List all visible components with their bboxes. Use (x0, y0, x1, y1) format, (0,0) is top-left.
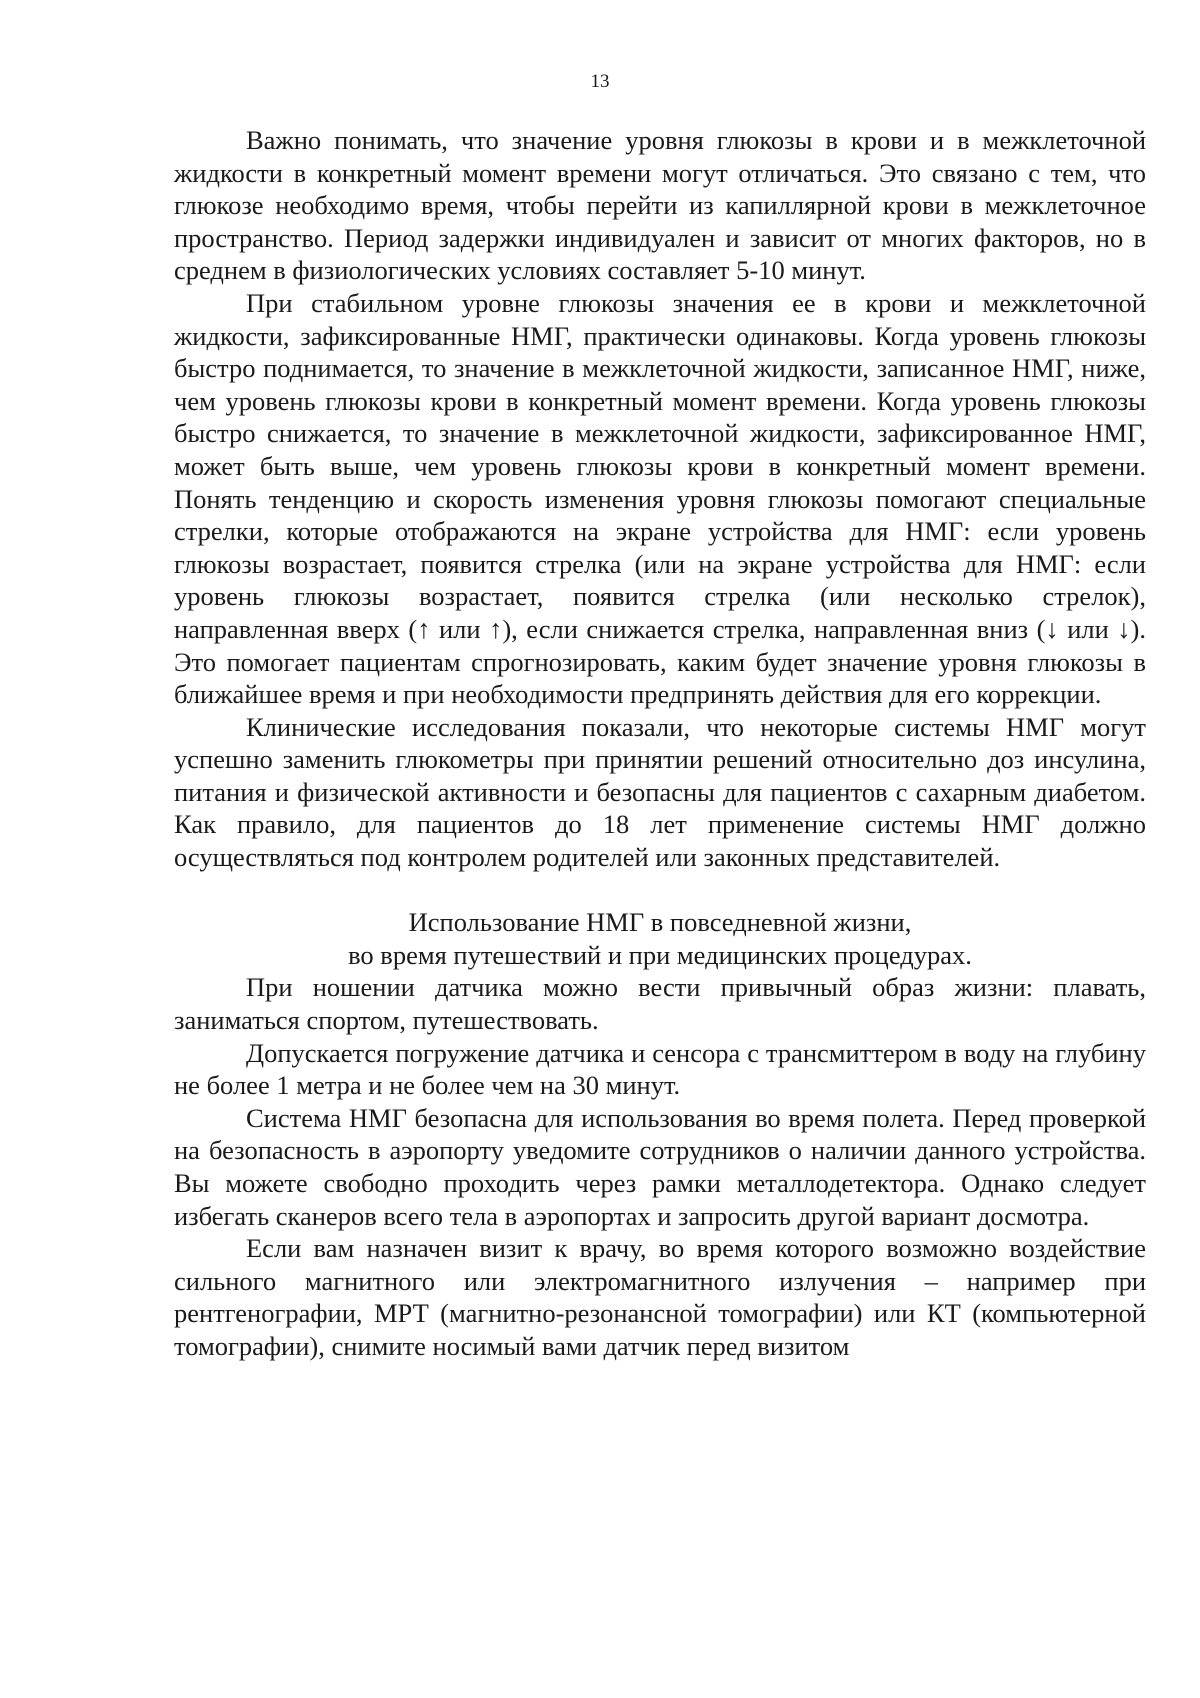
paragraph-medical-procedures: Если вам назначен визит к врачу, во время которого возможно воздействие сильного магнитного или электромагнитного излучения – например при рентгенографии, МРТ (магнитно-резонансной томографии) или КТ (компьютерной томографии), снимите носимый вами датчик перед визитом (174, 1233, 1146, 1361)
section-heading-line-1: Использование НМГ в повседневной жизни, (408, 907, 912, 938)
section-heading (174, 906, 1146, 971)
paragraph-trend-arrows: При стабильном уровне глюкозы значения ее в крови и межклеточной жидкости, зафиксированные НМГ, практически одинаковы. Когда уровень глюкозы быстро поднимается, то значение в межклеточной жидкости, записанное НМГ, ниже, чем уровень глюкозы крови в конкретный момент времени. Когда уровень глюкозы быстро снижается, то значение в межклеточной жидкости, зафиксированное НМГ, может быть выше, чем уровень глюкозы крови в конкретный момент времени. Понять тенденцию и скорость изменения уровня глюкозы помогают специальные стрелки, которые отображаются на экране устройства для НМГ: если уровень глюкозы возрастает, появится стрелка (или на экране устройства для НМГ: если уровень глюкозы возрастает, появится стрелка (или несколько стрелок), направленная вверх (↑ или ↑), если снижается стрелка, направленная вниз (↓ или ↓). Это помогает пациентам спрогнозировать, каким будет значение уровня глюкозы в ближайшее время и при необходимости предпринять действия для его коррекции. (174, 287, 1146, 710)
paragraph-water-immersion: Допускается погружение датчика и сенсора с трансмиттером в воду на глубину не более 1 метра и не более чем на 30 минут. (174, 1037, 1146, 1101)
paragraph-glucose-lag: Важно понимать, что значение уровня глюкозы в крови и в межклеточной жидкости в конкретный момент времени могут отличаться. Это связано с тем, что глюкозе необходимо время, чтобы перейти из капиллярной крови в межклеточное пространство. Период задержки индивидуален и зависит от многих факторов, но в среднем в физиологических условиях составляет 5-10 минут. (174, 125, 1146, 286)
paragraph-daily-life: При ношении датчика можно вести привычный образ жизни: плавать, заниматься спортом, путешествовать. (174, 972, 1146, 1036)
paragraph-air-travel: Система НМГ безопасна для использования во время полета. Перед проверкой на безопасность в аэропорту уведомите сотрудников о наличии данного устройства. Вы можете свободно проходить через рамки металлодетектора. Однако следует избегать сканеров всего тела в аэропортах и запросить другой вариант досмотра. (174, 1102, 1146, 1231)
paragraph-clinical-studies: Клинические исследования показали, что некоторые системы НМГ могут успешно заменить глюкометры при принятии решений относительно доз инсулина, питания и физической активности и безопасны для пациентов с сахарным диабетом. Как правило, для пациентов до 18 лет применение системы НМГ должно осуществляться под контролем родителей или законных представителей. (174, 711, 1146, 873)
section-heading-line-2: во время путешествий и при медицинских процедурах. (348, 939, 972, 970)
document-body (174, 124, 1146, 1363)
page-number: 13 (590, 71, 610, 92)
